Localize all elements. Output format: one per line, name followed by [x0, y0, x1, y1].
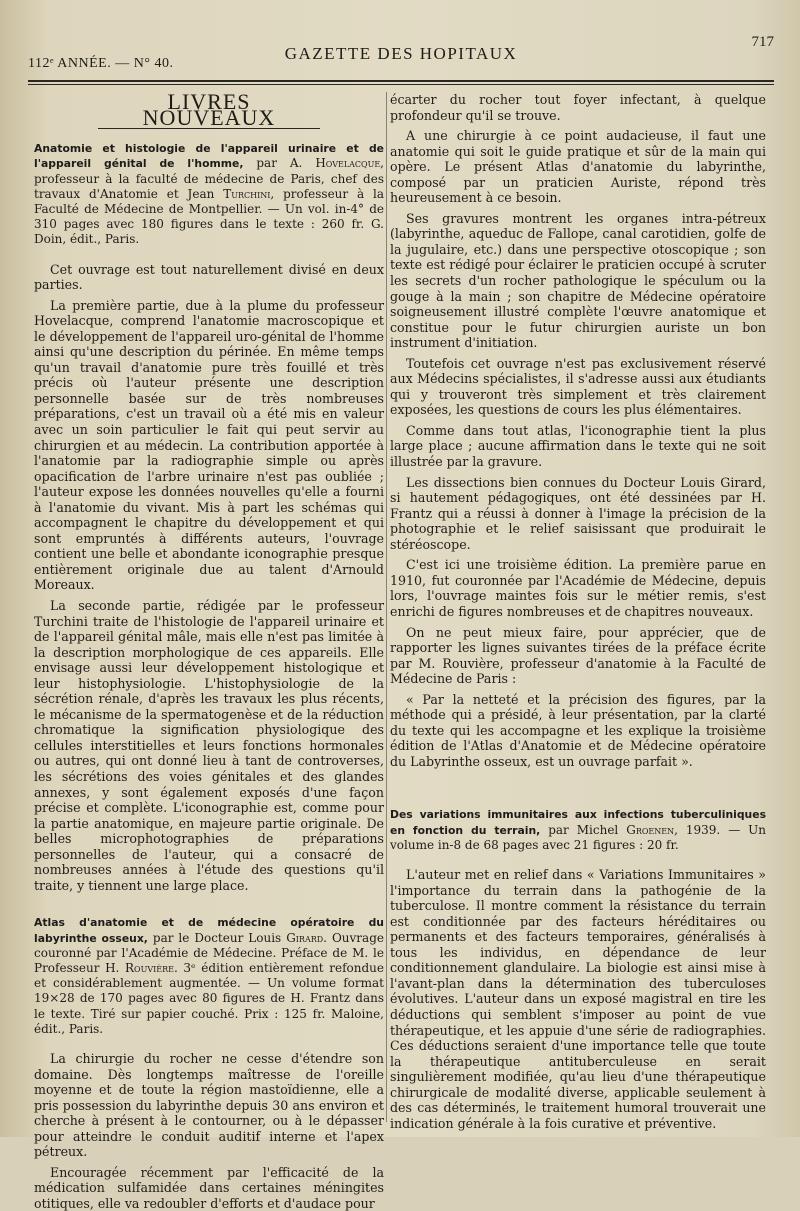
review-1-author-text: par A.	[243, 156, 316, 171]
review-2-paragraph: Comme dans tout atlas, l'iconographie tient la plus large place ; aucune affirmation dans le texte qui ne soit illustrée par la gravure.	[390, 422, 766, 470]
left-column	[34, 89, 384, 1211]
review-1-heading	[34, 141, 384, 247]
review-2-paragraph: Les dissections bien connues du Docteur Louis Girard, si hautement pédagogiques, ont été dessinées par H. Frantz qui a réussi à donner à l'image la précision de la photographie et le relief saisissant que produirait le stéréoscope.	[390, 474, 766, 552]
review-2-heading	[34, 915, 384, 1037]
review-2-author-1: Girard	[286, 930, 324, 945]
journal-title: GAZETTE DES HOPITAUX	[284, 44, 518, 63]
review-1-paragraph: Cet ouvrage est tout naturellement divisé en deux parties.	[34, 261, 384, 293]
page-header	[28, 30, 774, 86]
review-3-paragraph: L'auteur met en relief dans « Variations Immunitaires » l'importance du terrain dans la pathogénie de la tuberculose. Il montre comment la résistance du terrain est conditionnée par des facteurs héréditaires ou permanents et des facteurs temporaires, généralisés à tous les individus, en dépendance de leur conditionnement glandulaire. La biologie est ainsi mise à l'avant-plan dans la détermination des tuberculoses évolutives. L'auteur dans un exposé magistral en tire les déductions qui semblent s'imposer au point de vue thérapeutique, et les appuie d'une série de radiographies. Ces déductions seraient d'une importance telle que toute la thérapeutique antituberculeuse en serait singulièrement modifiée, qu'au lieu d'une thérapeutique chirurgicale de modalité diverse, applicable seulement à des cas déterminés, le traitement humoral trouverait une indication générale à la fois curative et préventive.	[390, 867, 766, 1131]
review-2-title: Atlas d'anatomie et de médecine opératoire du labyrinthe osseux,	[34, 916, 384, 945]
review-1-author-2: Turchini	[223, 186, 271, 201]
review-1-publication: , professeur à la Faculté de Médecine de Montpellier. — Un vol. in-4° de 310 pages avec 180 figures dans le texte : 260 fr. G. Doin, édit., Paris.	[34, 186, 384, 247]
column-divider	[386, 92, 387, 1122]
review-2-paragraph: Ses gravures montrent les organes intra-pétreux (labyrinthe, aqueduc de Fallope, canal carotidien, golfe de la jugulaire, etc.) dans une perspective otoscopique ; son texte est rédigé pour éclairer le praticien occupé à scruter les secrets d'un rocher pathologique le spéculum ou la gouge à la main ; son chapitre de Médecine opératoire soigneusement illustré complète l'œuvre anatomique et constitue pour le futur chirurgien auriste un bon instrument d'initiation.	[390, 210, 766, 351]
review-2-continued: écarter du rocher tout foyer infectant, à quelque profondeur qu'il se trouve.	[390, 92, 766, 123]
review-2-paragraph: Encouragée récemment par l'efficacité de la médication sulfamidée dans certaines méningites otitiques, elle va redoubler d'efforts et d'audace pour	[34, 1164, 384, 1211]
review-2-author-2: Rouvière	[124, 961, 174, 975]
review-3-author-1: Groenen	[626, 822, 675, 837]
review-2-paragraph: La chirurgie du rocher ne cesse d'étendre son domaine. Dès longtemps maîtresse de l'oreille moyenne et de toute la région mastoïdienne, elle a pris possession du labyrinthe depuis 30 ans environ et cherche à présent à le contourner, ou à le dépasser pour atteindre le conduit auditif interne et l'apex pétreux.	[34, 1051, 384, 1160]
review-1-paragraph: La première partie, due à la plume du professeur Hovelacque, comprend l'anatomie macroscopique et le développement de l'appareil uro-génital de l'homme ainsi qu'une description du périnée. En même temps qu'un travail d'anatomie pure très fouillé et très précis où l'auteur présente une description personnelle basée sur de très nombreuses préparations, c'est un travail où a été mis en valeur avec un soin particulier le fait qui peut servir au chirurgien et au médecin. La contribution apportée à l'anatomie par la radiographie simple ou après opacification de l'arbre urinaire n'est pas oubliée ; l'auteur expose les données nouvelles qu'elle a fourni à l'anatomie du vivant. Mis à part les schémas qui accompagnent le chapitre du développement et qui sont empruntés à différents auteurs, l'ouvrage contient une belle et abondante iconographie presque entièrement originale due au talent d'Arnould Moreaux.	[34, 297, 384, 593]
review-3-title: Des variations immunitaires aux infections tuberculiniques en fonction du terrain,	[390, 808, 766, 837]
section-title: LIVRES NOUVEAUX	[98, 94, 320, 129]
review-2-paragraph: A une chirurgie à ce point audacieuse, il faut une anatomie qui soit le guide pratique et sûr de la main qui opère. Le présent Atlas d'anatomie du labyrinthe, composé par un praticien Auriste, répond très heureusement à ce besoin.	[390, 128, 766, 206]
review-2-paragraph: On ne peut mieux faire, pour apprécier, que de rapporter les lignes suivantes tirées de la préface écrite par M. Rouvière, professeur d'anatomie à la Faculté de Médecine de Paris :	[390, 624, 766, 687]
header-rule	[28, 80, 774, 82]
review-1-title: Anatomie et histologie de l'appareil urinaire et de l'appareil génital de l'homme,	[34, 142, 384, 171]
page-number: 717	[751, 34, 774, 50]
review-2-paragraph: C'est ici une troisième édition. La première parue en 1910, fut couronnée par l'Académie de Médecine, depuis lors, l'ouvrage maintes fois sur le métier remis, s'est enrichi de figures nombreuses et de chapitres nouveaux.	[390, 557, 766, 619]
review-3-author-text: par Michel	[540, 822, 627, 837]
review-2-publication: . 3ᵉ édition entièrement refondue et considérablement augmentée. — Un volume format 19×28 de 170 pages avec 80 figures de H. Frantz dans le texte. Tiré sur papier couché. Prix : 125 fr. Maloine, édit., Paris.	[34, 961, 384, 1036]
header-rule-thin	[28, 84, 774, 85]
review-2-paragraph: Toutefois cet ouvrage n'est pas exclusivement réservé aux Médecins spécialistes, il s'adresse aussi aux étudiants qui y trouveront très simplement et très clairement exposées, les questions de cours les plus élémentaires.	[390, 355, 766, 418]
review-1-author-1: Hovelacque	[315, 156, 381, 171]
review-1-author-text-2: , professeur à la faculté de médecine de Paris, chef des travaux d'Anatomie et Jean	[34, 156, 384, 201]
right-column	[390, 92, 766, 1131]
review-1-paragraph: La seconde partie, rédigée par le professeur Turchini traite de l'histologie de l'appareil urinaire et de l'appareil génital mâle, mais elle n'est pas limitée à la description morphologique de ces appareils. Elle envisage aussi leur développement histologique et leur histophysiologie. L'histophysiologie de la sécrétion rénale, d'après les travaux les plus récents, le mécanisme de la spermatogenèse et de la réduction chromatique la signification physiologique des cellules interstitielles et leurs fonctions hormonales ou autres, qui ont donné lieu à tant de controverses, les sécrétions des voies génitales et des glandes annexes, y sont également exposés d'une façon précise et complète. L'iconographie est, comme pour la partie anatomique, en majeure partie originale. De belles microphotographies de préparations personnelles de l'auteur, qui a consacré de nombreuses années à l'étude des questions qu'il traite, y tiennent une large place.	[34, 598, 384, 893]
review-2-author-text: par le Docteur Louis	[147, 930, 287, 945]
review-3-heading	[390, 807, 766, 853]
review-2-author-text-2: . Ouvrage couronné par l'Académie de Médecine. Préface de M. le Professeur H.	[34, 930, 384, 975]
review-2-quote: « Par la netteté et la précision des figures, par la méthode qui a présidé, à leur présentation, par la clarté du texte qui les accompagne et les explique la troisième édition de l'Atlas d'Anatomie et de Médecine opératoire du Labyrinthe osseux, est un ouvrage parfait ».	[390, 691, 766, 769]
issue-number: 112ᵉ ANNÉE. — N° 40.	[28, 56, 174, 71]
review-3-publication: , 1939. — Un volume in-8 de 68 pages avec 21 figures : 20 fr.	[390, 822, 767, 852]
